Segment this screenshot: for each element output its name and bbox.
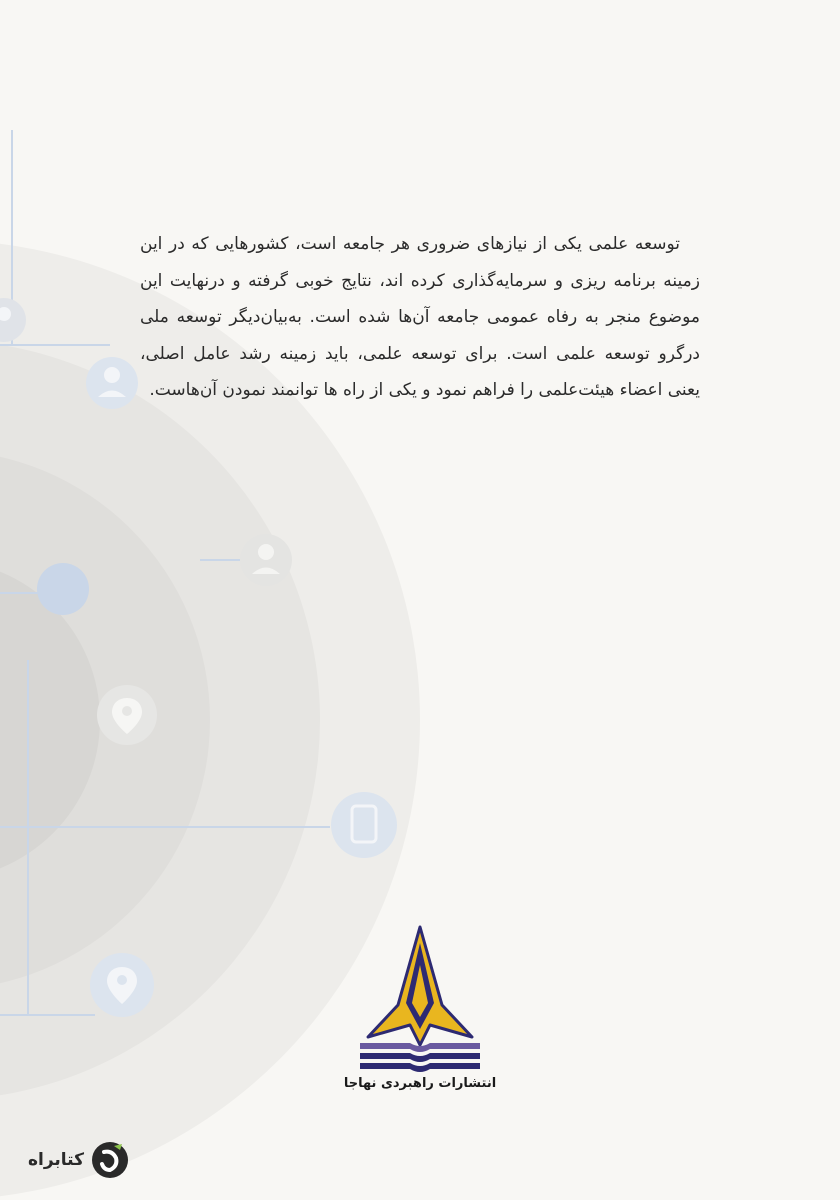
location-pin-icon — [97, 685, 157, 745]
tablet-icon — [331, 792, 397, 858]
publisher-logo — [350, 925, 490, 1100]
user-icon — [86, 357, 138, 409]
publisher-name: انتشارات راهبردی نهاجا — [343, 1076, 497, 1091]
ketabrah-logo-icon — [90, 1140, 130, 1180]
body-text: توسعه علمی یکی از نیازهای ضروری هر جامعه است، کشورهایی که در این زمینه برنامه ریزی و سرمایه‌گذاری کرده اند، نتایج خوبی گرفته و درنهایت این موضوع منجر به رفاه عمومی جامعه آن‌ها شده است. به‌بیان‌دیگر توسعه ملی درگرو توسعه علمی است. برای توسعه علمی، باید زمینه رشد عامل اصلی، یعنی اعضاء هیئت‌علمی را فراهم نمود و یکی از راه ها توانمند نمودن آن‌هاست. — [140, 234, 700, 401]
body-paragraph — [140, 226, 700, 409]
user-icon — [240, 534, 292, 586]
location-pin-icon — [90, 953, 154, 1017]
brand-name: کتابراه — [27, 1150, 84, 1170]
publisher-emblem — [350, 925, 490, 1100]
ketabrah-watermark — [18, 1134, 130, 1186]
